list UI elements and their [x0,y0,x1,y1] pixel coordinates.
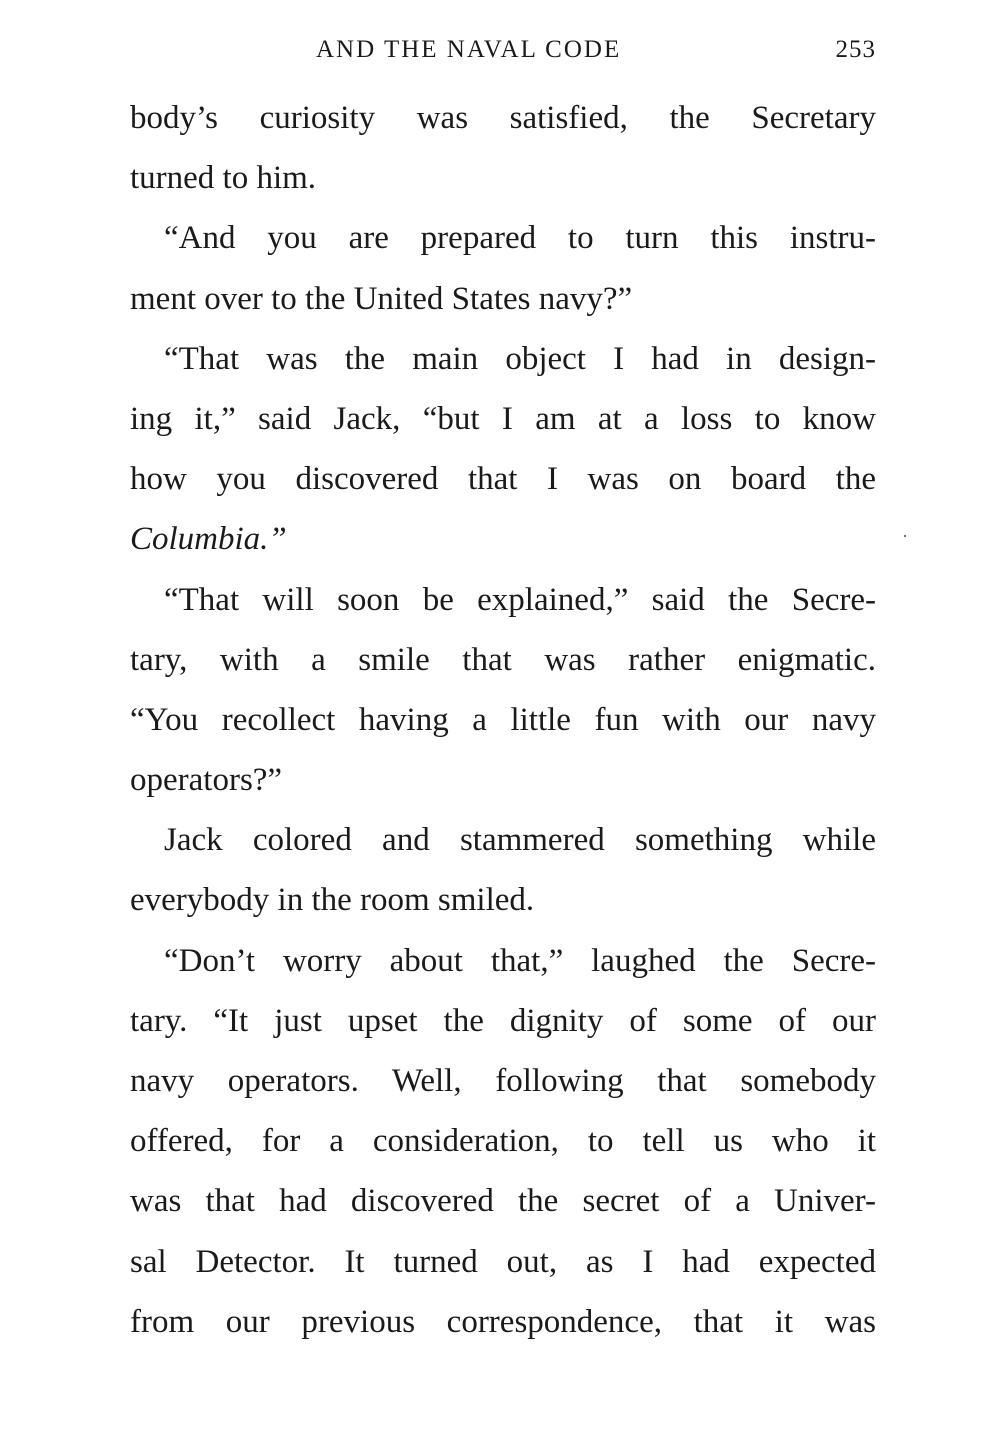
text-line: turned to him. [130,160,317,197]
text-line: everybody in the room smiled. [130,882,535,919]
text-line: Jack colored and stammered something while [164,822,876,859]
text-line: “That will soon be explained,” said the Secre- [164,581,876,618]
body-text [130,88,876,1352]
text-line: “That was the main object I had in design- [164,340,876,377]
text-line: tary. “It just upset the dignity of some of our [130,1002,876,1039]
page-header [130,36,876,76]
text-line: offered, for a consideration, to tell us who it [130,1123,876,1160]
text-line: from our previous correspondence, that it was [130,1303,876,1340]
text-line: was that had discovered the secret of a Univer- [130,1183,876,1220]
text-line: ment over to the United States navy?” [130,280,633,317]
page-number: 253 [835,36,876,63]
text-line: how you discovered that I was on board the [130,461,876,498]
text-line: “You recollect having a little fun with our navy [130,701,876,738]
text-line: operators?” [130,762,283,799]
text-line: “And you are prepared to turn this instru- [164,220,876,257]
text-line: “Don’t worry about that,” laughed the Secre- [164,942,876,979]
text-line: Columbia.” [130,521,287,558]
text-line: navy operators. Well, following that somebody [130,1063,876,1099]
text-line: tary, with a smile that was rather enigmatic. [130,641,876,678]
text-line: body’s curiosity was satisfied, the Secretary [130,100,876,136]
running-head: AND THE NAVAL CODE [316,36,622,63]
text-line: sal Detector. It turned out, as I had expected [130,1243,876,1280]
scan-speck [904,535,906,537]
text-line: ing it,” said Jack, “but I am at a loss to know [130,400,876,437]
